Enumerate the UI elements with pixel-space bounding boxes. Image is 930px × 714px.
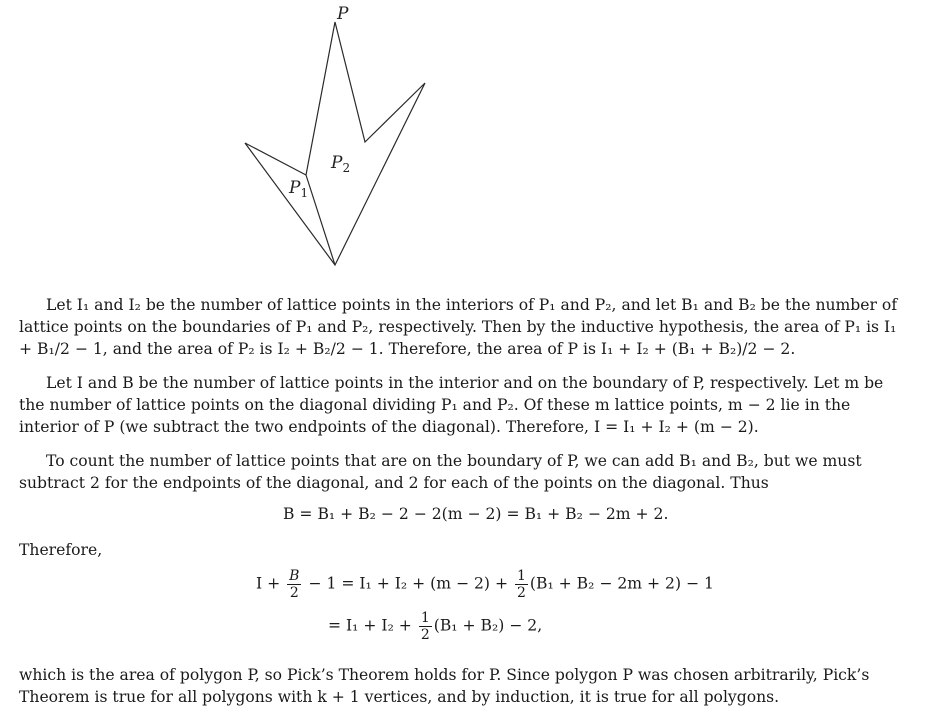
eq-line2-tail: (B₁ + B₂) − 2, xyxy=(433,616,543,635)
label-P2: $P_2$ xyxy=(331,153,351,175)
paragraph-boundary-count: To count the number of lattice points that are on the boundary of P, we can add B₁ and B₂, but we must subtract 2 for the endpoints of the diagonal, and 2 for each of the points on the diagonal. Thus xyxy=(19,452,862,492)
equation-line-1 xyxy=(256,568,714,601)
eq-line1-tail: (B₁ + B₂ − 2m + 2) − 1 xyxy=(529,574,714,593)
paragraph-interior-count: Let I and B be the number of lattice points in the interior and on the boundary of P, respectively. Let m be the number of lattice points on the diagonal dividing P₁ and P₂. Of these m lattice points, m − 2 lie in the interior of P (we subtract the two endpoints of the diagonal). Therefore, I = I₁ + I₂ + (m − 2). xyxy=(19,374,884,436)
fraction-B-over-2: $\frac{B}{2}$ xyxy=(289,568,300,601)
polygon-figure xyxy=(0,0,930,290)
eq-lhs: I + xyxy=(256,574,281,593)
fraction-one-half: $\frac{1}{2}$ xyxy=(516,568,526,601)
equation-boundary: B = B₁ + B₂ − 2 − 2(m − 2) = B₁ + B₂ − 2m + 2. xyxy=(283,505,669,523)
eq-line1-middle: − 1 = I₁ + I₂ + (m − 2) + xyxy=(308,574,509,593)
polygon-P-outline xyxy=(245,22,425,265)
label-P1: $P_1$ xyxy=(289,178,309,200)
eq-line2-head: = I₁ + I₂ + xyxy=(328,616,412,635)
paragraph-conclusion: which is the area of polygon P, so Pick’s Theorem holds for P. Since polygon P was chosen arbitrarily, Pick’s Theorem is true for all polygons with k + 1 vertices, and by induction, it is true for all polygons. xyxy=(19,666,870,706)
fraction-one-half-2: $\frac{1}{2}$ xyxy=(420,610,430,643)
paragraph-area-of-P: Let I₁ and I₂ be the number of lattice points in the interiors of P₁ and P₂, and let B₁ and B₂ be the number of lattice points on the boundaries of P₁ and P₂, respectively. Then by the inductive hypothesis, the area of P₁ is I₁ + B₁/2 − 1, and the area of P₂ is I₂ + B₂/2 − 1. Therefore, the area of P is I₁ + I₂ + (B₁ + B₂)/2 − 2. xyxy=(19,296,898,358)
therefore-label: Therefore, xyxy=(19,541,103,559)
equation-line-2 xyxy=(328,610,542,643)
label-P: P xyxy=(337,4,349,24)
diagonal-line xyxy=(306,175,335,265)
